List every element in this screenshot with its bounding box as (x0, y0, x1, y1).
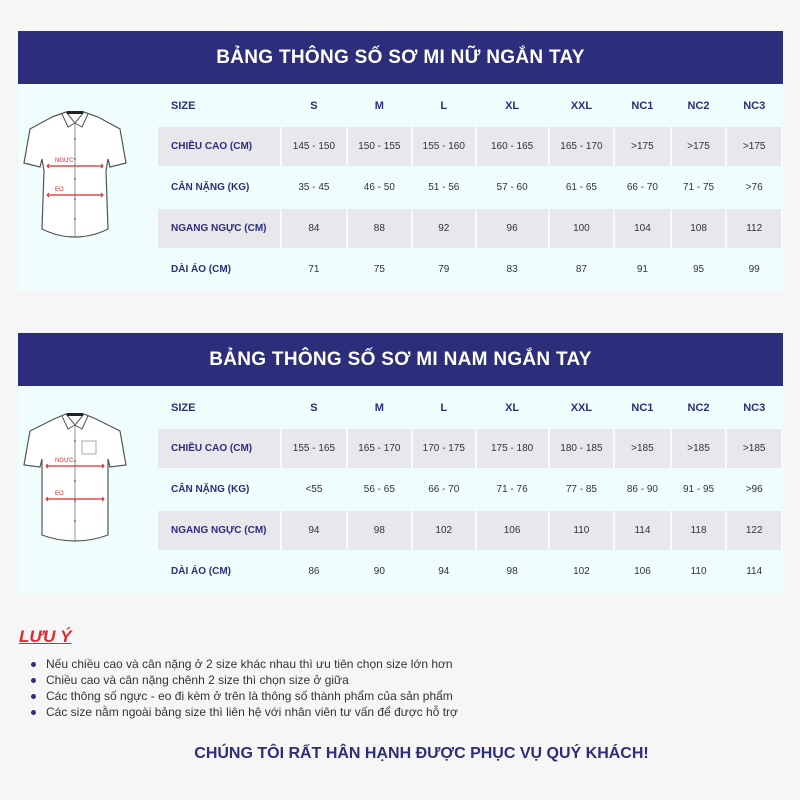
table-cell: 112 (727, 209, 781, 248)
table-row (158, 470, 783, 509)
table-row (158, 511, 783, 550)
men-size-table (158, 386, 783, 593)
header-cell: SIZE (171, 401, 196, 414)
table-cell: 170 - 175 (413, 429, 474, 468)
table-cell: 118 (672, 511, 726, 550)
table-cell: >96 (745, 484, 763, 495)
header-cell: XL (505, 401, 520, 414)
table-cell: 155 - 165 (282, 429, 345, 468)
table-cell: 110 (690, 566, 707, 577)
table-cell: 71 - 75 (682, 182, 715, 193)
table-cell: 56 - 65 (363, 484, 395, 495)
table-cell: 155 - 160 (413, 127, 474, 166)
table-cell: 108 (672, 209, 726, 248)
table-cell: 94 (282, 511, 345, 550)
table-cell: 102 (413, 511, 474, 550)
waist-label: EO (55, 491, 64, 497)
table-cell: 165 - 170 (550, 127, 613, 166)
row-label: CHIỀU CAO (CM) (158, 127, 280, 166)
men-chart-body (18, 386, 783, 593)
table-cell: >185 (615, 429, 670, 468)
table-cell: 150 - 155 (348, 127, 411, 166)
men-chart-title: BẢNG THÔNG SỐ SƠ MI NAM NGẮN TAY (18, 333, 783, 386)
note-item: Các size nằm ngoài bảng size thì liên hệ với nhân viên tư vấn để được hỗ trợ (30, 704, 458, 720)
note-item: Các thông số ngực - eo đi kèm ở trên là thông số thành phẩm của sản phẩm (30, 688, 458, 704)
table-cell: 102 (573, 566, 590, 577)
table-header-row (158, 86, 783, 125)
header-cell: NC1 (631, 401, 654, 414)
table-row (158, 168, 783, 207)
row-label: CHIỀU CAO (CM) (158, 429, 280, 468)
row-label: DÀI ÁO (CM) (171, 264, 231, 275)
table-cell: 114 (746, 566, 763, 577)
table-cell: 66 - 70 (428, 484, 460, 495)
table-cell: 110 (550, 511, 613, 550)
header-cell: L (440, 401, 448, 414)
header-cell: NC3 (743, 99, 766, 112)
notes-list (30, 656, 458, 720)
table-row (158, 250, 783, 289)
table-cell: 75 (373, 264, 385, 275)
header-cell: M (374, 99, 384, 112)
table-cell: >76 (745, 182, 763, 193)
table-row (158, 552, 783, 591)
header-cell: NC2 (687, 99, 710, 112)
table-cell: 100 (550, 209, 613, 248)
table-row (158, 209, 783, 248)
table-cell: >175 (672, 127, 726, 166)
table-cell: 114 (615, 511, 670, 550)
table-cell: 51 - 56 (428, 182, 460, 193)
table-cell: 83 (506, 264, 518, 275)
header-cell: SIZE (171, 99, 196, 112)
women-size-chart (18, 31, 783, 291)
table-cell: 61 - 65 (565, 182, 597, 193)
women-size-table (158, 84, 783, 291)
table-cell: 90 (373, 566, 385, 577)
table-cell: 35 - 45 (298, 182, 330, 193)
table-cell: 96 (477, 209, 548, 248)
table-cell: 122 (727, 511, 781, 550)
table-cell: 71 (308, 264, 320, 275)
table-cell: 91 - 95 (682, 484, 715, 495)
table-cell: 145 - 150 (282, 127, 345, 166)
table-cell: 88 (348, 209, 411, 248)
footer-message: CHÚNG TÔI RẤT HÂN HẠNH ĐƯỢC PHỤC VỤ QUÝ KHÁCH! (194, 745, 649, 762)
header-cell: NC3 (743, 401, 766, 414)
row-label: NGANG NGỰC (CM) (158, 209, 280, 248)
men-size-chart (18, 333, 783, 593)
table-cell: 57 - 60 (496, 182, 528, 193)
header-cell: NC2 (687, 401, 710, 414)
table-cell: 92 (413, 209, 474, 248)
waist-label: EO (55, 187, 64, 193)
table-cell: 106 (634, 566, 651, 577)
table-cell: 98 (506, 566, 518, 577)
table-cell: 87 (575, 264, 587, 275)
header-cell: L (440, 99, 448, 112)
table-cell: 79 (438, 264, 450, 275)
women-chart-body (18, 84, 783, 291)
row-label: CÂN NẶNG (KG) (171, 484, 250, 495)
table-cell: 46 - 50 (363, 182, 395, 193)
header-cell: XXL (570, 99, 593, 112)
table-cell: >185 (672, 429, 726, 468)
table-cell: 175 - 180 (477, 429, 548, 468)
table-cell: 95 (692, 264, 705, 275)
table-cell: 180 - 185 (550, 429, 613, 468)
womens-shirt-icon (22, 109, 128, 249)
table-cell: <55 (305, 484, 323, 495)
table-cell: 84 (282, 209, 345, 248)
women-chart-title: BẢNG THÔNG SỐ SƠ MI NỮ NGẮN TAY (18, 31, 783, 84)
table-cell: 91 (636, 264, 648, 275)
table-header-row (158, 388, 783, 427)
table-cell: >175 (615, 127, 670, 166)
header-cell: NC1 (631, 99, 654, 112)
table-row (158, 127, 783, 166)
header-cell: S (310, 99, 318, 112)
table-cell: 160 - 165 (477, 127, 548, 166)
table-cell: 86 (308, 566, 320, 577)
header-cell: XXL (570, 401, 593, 414)
table-cell: 66 - 70 (626, 182, 658, 193)
table-cell: 86 - 90 (626, 484, 658, 495)
table-cell: 98 (348, 511, 411, 550)
row-label: DÀI ÁO (CM) (171, 566, 231, 577)
table-cell: 94 (438, 566, 450, 577)
table-row (158, 429, 783, 468)
note-item: Nếu chiều cao và cân nặng ở 2 size khác nhau thì ưu tiên chọn size lớn hơn (30, 656, 458, 672)
header-cell: S (310, 401, 318, 414)
notes-title: LƯU Ý (19, 627, 72, 646)
table-cell: 104 (615, 209, 670, 248)
table-cell: 99 (748, 264, 760, 275)
note-item: Chiều cao và cân nặng chênh 2 size thì chọn size ở giữa (30, 672, 458, 688)
table-cell: 77 - 85 (565, 484, 597, 495)
chest-label: NGỰC (55, 458, 74, 464)
table-cell: >175 (727, 127, 781, 166)
table-cell: 106 (477, 511, 548, 550)
header-cell: M (374, 401, 384, 414)
chest-label: NGỰC (55, 158, 74, 164)
row-label: NGANG NGỰC (CM) (158, 511, 280, 550)
table-cell: 165 - 170 (348, 429, 411, 468)
table-cell: >185 (727, 429, 781, 468)
mens-shirt-icon (22, 411, 128, 551)
header-cell: XL (505, 99, 520, 112)
table-cell: 71 - 76 (496, 484, 528, 495)
row-label: CÂN NẶNG (KG) (171, 182, 250, 193)
